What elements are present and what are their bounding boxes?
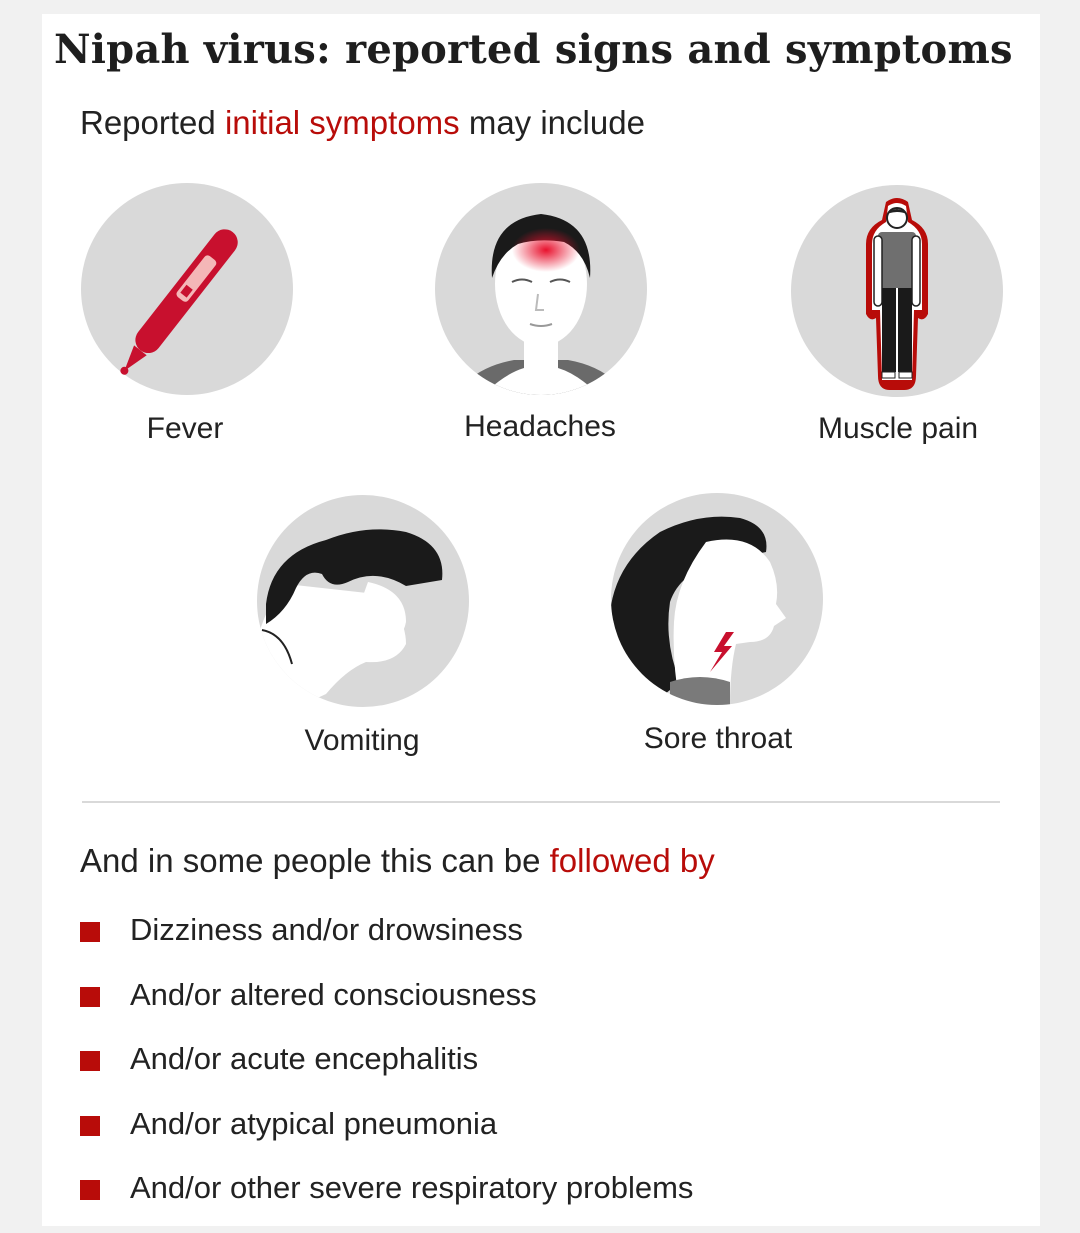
bullet-square-icon xyxy=(80,922,100,942)
heading-suffix: may include xyxy=(459,104,645,141)
followup-prefix: And in some people this can be xyxy=(80,842,550,879)
infographic-card xyxy=(42,14,1040,1226)
sore-throat-icon xyxy=(610,492,824,706)
followup-heading xyxy=(80,842,715,880)
list-item-text: And/or altered consciousness xyxy=(130,976,537,1012)
bullet-square-icon xyxy=(80,987,100,1007)
headache-face-icon xyxy=(434,182,648,396)
list-item-text: And/or atypical pneumonia xyxy=(130,1105,498,1141)
bullet-square-icon xyxy=(80,1180,100,1200)
heading-highlight: initial symptoms xyxy=(224,104,460,141)
list-item xyxy=(80,975,693,1040)
symptom-label-fever: Fever xyxy=(146,412,224,445)
bullet-square-icon xyxy=(80,1051,100,1071)
list-item xyxy=(80,910,693,975)
symptom-label-headaches: Headaches xyxy=(464,410,616,443)
bullet-square-icon xyxy=(80,1116,100,1136)
heading-prefix: Reported xyxy=(80,104,225,141)
initial-symptoms-heading xyxy=(80,104,645,142)
page-title: Nipah virus: reported signs and symptoms xyxy=(54,26,1013,73)
followup-list xyxy=(80,910,693,1233)
symptom-label-sore-throat: Sore throat xyxy=(643,722,793,755)
followup-highlight: followed by xyxy=(549,842,715,879)
symptom-label-muscle-pain: Muscle pain xyxy=(817,412,979,445)
list-item-text: Dizziness and/or drowsiness xyxy=(130,912,523,947)
list-item-text: And/or other severe respiratory problems xyxy=(130,1170,694,1205)
thermometer-icon xyxy=(80,182,294,396)
body-pain-icon xyxy=(790,184,1004,398)
list-item xyxy=(80,1104,693,1169)
list-item-text: And/or acute encephalitis xyxy=(130,1041,479,1076)
symptom-label-vomiting: Vomiting xyxy=(304,724,420,757)
section-divider xyxy=(82,801,1000,803)
vomiting-person-icon xyxy=(256,494,470,708)
list-item xyxy=(80,1039,693,1104)
list-item xyxy=(80,1168,693,1233)
